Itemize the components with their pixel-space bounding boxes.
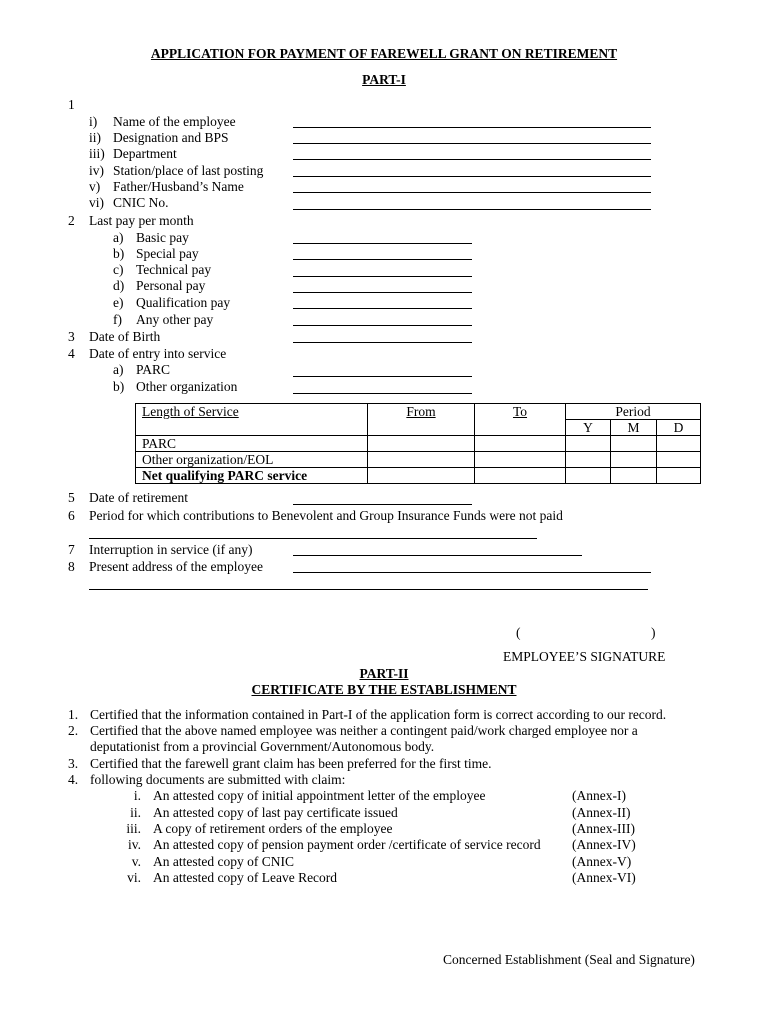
table-header-to <box>475 404 566 436</box>
q4-item-idx: a) <box>113 362 124 377</box>
q6-number: 6 <box>68 508 75 523</box>
form-title: APPLICATION FOR PAYMENT OF FAREWELL GRANT ON RETIREMENT <box>150 46 618 61</box>
period-years-header: Y <box>566 420 611 436</box>
q3-number: 3 <box>68 329 75 344</box>
cert-item-text: Certified that the farewell grant claim has been preferred for the first time. <box>90 756 492 771</box>
q1-item-idx: i) <box>89 114 98 129</box>
present-address-field-line2[interactable] <box>89 589 648 590</box>
q2-item-idx: b) <box>113 246 125 261</box>
cell-from[interactable] <box>368 468 475 484</box>
q1-item-label: Station/place of last posting <box>113 163 264 178</box>
special-pay-field[interactable] <box>293 259 472 260</box>
q1-item-label: Designation and BPS <box>113 130 229 145</box>
cert-item-text: Certified that the above named employee was neither a contingent paid/work charged employee nor a <box>90 723 638 738</box>
document-label: An attested copy of CNIC <box>153 854 294 869</box>
document-label: An attested copy of initial appointment letter of the employee <box>153 788 486 803</box>
document-annex: (Annex-IV) <box>572 837 636 852</box>
document-annex: (Annex-II) <box>572 805 631 820</box>
part2-subheading: CERTIFICATE BY THE ESTABLISHMENT <box>251 682 517 697</box>
q1-item-idx: iv) <box>89 163 104 178</box>
q2-item-label: Personal pay <box>136 278 206 293</box>
q2-item-label: Special pay <box>136 246 199 261</box>
part2-heading: PART-II <box>359 666 409 681</box>
table-header-from <box>368 404 475 436</box>
cert-item-number: 3. <box>68 756 79 771</box>
q1-item-idx: vi) <box>89 195 104 210</box>
employee-signature-label: EMPLOYEE’S SIGNATURE <box>503 649 666 664</box>
document-idx: iv. <box>128 837 141 852</box>
q4-number: 4 <box>68 346 75 361</box>
q3-label: Date of Birth <box>89 329 161 344</box>
department-field[interactable] <box>293 159 651 160</box>
q1-item-idx: ii) <box>89 130 101 145</box>
table-header-period: Period <box>566 404 701 420</box>
table-row <box>136 452 701 468</box>
date-of-birth-field[interactable] <box>293 342 472 343</box>
q2-item-idx: c) <box>113 262 124 277</box>
cell-d[interactable] <box>657 452 701 468</box>
document-annex: (Annex-III) <box>572 821 635 836</box>
cell-m[interactable] <box>611 436 657 452</box>
row-label-parc: PARC <box>136 436 368 452</box>
q5-label: Date of retirement <box>89 490 188 505</box>
q1-item-label: Name of the employee <box>113 114 236 129</box>
entry-parc-field[interactable] <box>293 376 472 377</box>
q2-label: Last pay per month <box>89 213 194 228</box>
q2-number: 2 <box>68 213 75 228</box>
establishment-seal-signature: Concerned Establishment (Seal and Signature) <box>443 952 695 967</box>
cell-m[interactable] <box>611 468 657 484</box>
table-row <box>136 468 701 484</box>
cell-m[interactable] <box>611 452 657 468</box>
q6-label: Period for which contributions to Benevolent and Group Insurance Funds were not paid <box>89 508 563 523</box>
document-idx: vi. <box>127 870 141 885</box>
q8-label: Present address of the employee <box>89 559 263 574</box>
cell-to[interactable] <box>475 436 566 452</box>
cell-from[interactable] <box>368 452 475 468</box>
cert-item-text: deputationist from a provincial Government/Autonomous body. <box>90 739 435 754</box>
cell-d[interactable] <box>657 436 701 452</box>
table-header-length <box>136 404 368 436</box>
q2-item-idx: d) <box>113 278 125 293</box>
q2-item-label: Basic pay <box>136 230 189 245</box>
q4-item-label: Other organization <box>136 379 238 394</box>
cert-item-number: 2. <box>68 723 79 738</box>
row-label-other-org: Other organization/EOL <box>136 452 368 468</box>
cell-to[interactable] <box>475 452 566 468</box>
signature-paren-open: ( <box>516 625 521 640</box>
other-pay-field[interactable] <box>293 325 472 326</box>
table-row <box>136 436 701 452</box>
document-label: An attested copy of pension payment order /certificate of service record <box>153 837 541 852</box>
basic-pay-field[interactable] <box>293 243 472 244</box>
date-of-retirement-field[interactable] <box>293 504 472 505</box>
qualification-pay-field[interactable] <box>293 308 472 309</box>
entry-other-org-field[interactable] <box>293 393 472 394</box>
document-label: A copy of retirement orders of the employee <box>153 821 393 836</box>
cert-item-text: following documents are submitted with claim: <box>90 772 346 787</box>
father-husband-name-field[interactable] <box>293 192 651 193</box>
q2-item-idx: f) <box>113 312 122 327</box>
document-annex: (Annex-V) <box>572 854 632 869</box>
q8-number: 8 <box>68 559 75 574</box>
q1-item-label: CNIC No. <box>113 195 169 210</box>
document-annex: (Annex-I) <box>572 788 626 803</box>
q4-label: Date of entry into service <box>89 346 227 361</box>
q1-item-label: Father/Husband’s Name <box>113 179 244 194</box>
cell-y[interactable] <box>566 452 611 468</box>
document-idx: ii. <box>130 805 141 820</box>
cert-item-text: Certified that the information contained in Part-I of the application form is correct according to our record. <box>90 707 667 722</box>
unpaid-contributions-field[interactable] <box>89 538 537 539</box>
header-from-text: From <box>406 404 436 419</box>
cnic-field[interactable] <box>293 209 651 210</box>
q2-item-idx: e) <box>113 295 124 310</box>
cert-item-number: 1. <box>68 707 79 722</box>
part1-heading: PART-I <box>362 72 406 87</box>
period-months-header: M <box>611 420 657 436</box>
cell-y[interactable] <box>566 436 611 452</box>
technical-pay-field[interactable] <box>293 276 472 277</box>
service-length-table <box>135 403 701 484</box>
q2-item-idx: a) <box>113 230 124 245</box>
cert-item-number: 4. <box>68 772 79 787</box>
personal-pay-field[interactable] <box>293 292 472 293</box>
cell-to[interactable] <box>475 468 566 484</box>
document-idx: i. <box>133 788 141 803</box>
q2-item-label: Technical pay <box>136 262 212 277</box>
document-annex: (Annex-VI) <box>572 870 636 885</box>
q1-number: 1 <box>68 97 75 112</box>
cell-y[interactable] <box>566 468 611 484</box>
document-idx: iii. <box>126 821 141 836</box>
document-label: An attested copy of Leave Record <box>153 870 338 885</box>
q1-item-idx: iii) <box>89 146 105 161</box>
interruption-field[interactable] <box>293 555 582 556</box>
document-idx: v. <box>131 854 141 869</box>
designation-bps-field[interactable] <box>293 143 651 144</box>
q2-item-label: Qualification pay <box>136 295 231 310</box>
name-of-employee-field[interactable] <box>293 127 651 128</box>
row-label-net-service: Net qualifying PARC service <box>136 468 368 484</box>
q7-number: 7 <box>68 542 75 557</box>
cell-from[interactable] <box>368 436 475 452</box>
header-length-text: Length of Service <box>142 404 239 419</box>
document-label: An attested copy of last pay certificate issued <box>153 805 398 820</box>
q4-item-idx: b) <box>113 379 125 394</box>
q1-item-idx: v) <box>89 179 101 194</box>
period-days-header: D <box>657 420 701 436</box>
q2-item-label: Any other pay <box>136 312 214 327</box>
signature-paren-close: ) <box>651 625 656 640</box>
q7-label: Interruption in service (if any) <box>89 542 253 557</box>
q1-item-label: Department <box>113 146 177 161</box>
present-address-field[interactable] <box>293 572 651 573</box>
cell-d[interactable] <box>657 468 701 484</box>
header-to-text: To <box>512 404 528 419</box>
station-field[interactable] <box>293 176 651 177</box>
q4-item-label: PARC <box>136 362 171 377</box>
q5-number: 5 <box>68 490 75 505</box>
